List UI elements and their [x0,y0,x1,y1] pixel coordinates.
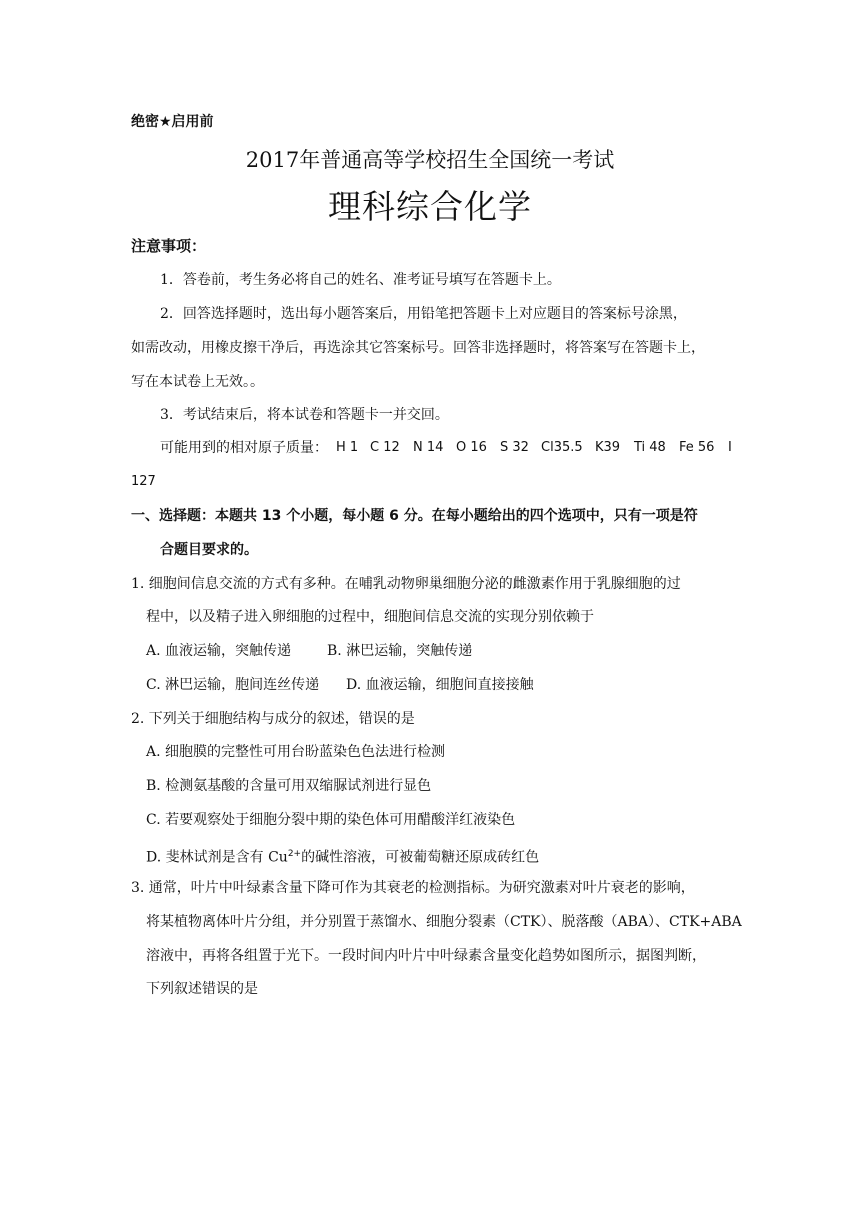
question-1-stem-line-2: 程中，以及精子进入卵细胞的过程中，细胞间信息交流的实现分别依赖于 [146,609,594,625]
atomic-masses-label: 可能用到的相对原子质量： [160,440,328,456]
question-1-stem-line-1: 1. 细胞间信息交流的方式有多种。在哺乳动物卵巢细胞分泌的雌激素作用于乳腺细胞的过 [131,576,681,592]
question-1-option-d: D. 血液运输，细胞间直接接触 [346,677,534,693]
atomic-mass-h: H 1 [336,440,359,455]
question-2-option-a: A. 细胞膜的完整性可用台盼蓝染色色法进行检测 [146,744,446,760]
atomic-mass-o: O 16 [456,440,487,455]
atomic-mass-i-value: 127 [131,474,156,489]
question-1-option-a: A. 血液运输，突触传递 [146,643,292,659]
question-3-stem-line-2: 将某植物离体叶片分组，并分别置于蒸馏水、细胞分裂素（CTK）、脱落酸（ABA）、CTK+ABA [146,914,742,930]
atomic-mass-ti: Ti 48 [634,440,666,455]
subject-title: 理科综合化学 [328,187,532,226]
question-2-stem: 2. 下列关于细胞结构与成分的叙述，错误的是 [131,711,415,727]
confidential-mark: 绝密★启用前 [131,114,214,130]
question-3-stem-line-4: 下列叙述错误的是 [146,981,258,997]
exam-title: 2017年普通高等学校招生全国统一考试 [245,148,615,172]
question-2-option-d-text-end: 的碱性溶液，可被葡萄糖还原成砖红色 [301,849,540,866]
question-3-stem-line-1: 3. 通常，叶片中叶绿素含量下降可作为其衰老的检测指标。为研究激素对叶片衰老的影响， [131,880,695,896]
section-1-heading-line-2: 合题目要求的。 [160,542,258,558]
note-item-3: 3．考试结束后，将本试卷和答题卡一并交回。 [160,407,449,423]
atomic-mass-c: C 12 [370,440,400,455]
question-2-option-d-text-start: D. 斐林试剂是含有 Cu [146,849,288,866]
question-3-stem-line-3: 溶液中，再将各组置于光下。一段时间内叶片中叶绿素含量变化趋势如图所示，据图判断， [146,948,706,964]
copper-ion-charge: 2+ [287,849,302,859]
atomic-mass-i: I [728,440,732,455]
question-1-option-c: C. 淋巴运输，胞间连丝传递 [146,677,320,693]
atomic-mass-k: K39 [595,440,621,455]
note-item-1: 1．答卷前，考生务必将自己的姓名、准考证号填写在答题卡上。 [160,272,561,288]
section-1-heading-line-1: 一、选择题：本题共 13 个小题，每小题 6 分。在每小题给出的四个选项中，只有一项是符 [131,508,698,524]
notes-heading: 注意事项： [131,237,207,255]
atomic-mass-cl: Cl35.5 [541,440,583,455]
question-2-option-d [146,844,539,868]
atomic-masses-row [160,438,734,458]
question-1-option-b: B. 淋巴运输，突触传递 [327,643,473,659]
atomic-mass-n: N 14 [413,440,444,455]
question-2-option-c: C. 若要观察处于细胞分裂中期的染色体可用醋酸洋红液染色 [146,812,516,828]
atomic-mass-s: S 32 [500,440,529,455]
note-item-2-line-1: 2．回答选择题时，选出每小题答案后，用铅笔把答题卡上对应题目的答案标号涂黑， [160,306,687,322]
note-item-2-line-2: 如需改动，用橡皮擦干净后，再选涂其它答案标号。回答非选择题时，将答案写在答题卡上， [131,340,705,356]
note-item-2-line-3: 写在本试卷上无效。。 [131,374,264,390]
question-2-option-b: B. 检测氨基酸的含量可用双缩脲试剂进行显色 [146,778,432,794]
atomic-mass-fe: Fe 56 [679,440,715,455]
